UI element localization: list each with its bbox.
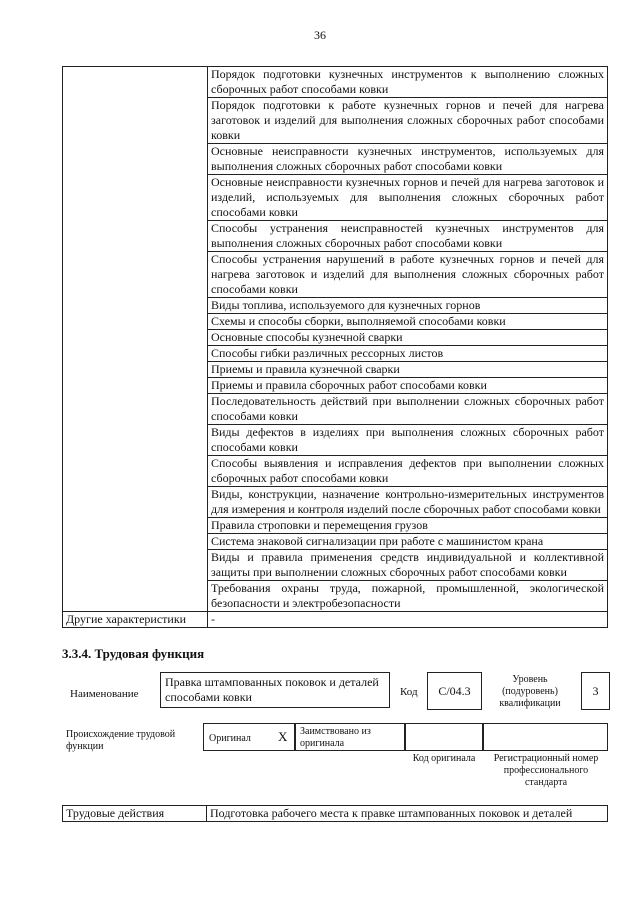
name-label: Наименование	[70, 688, 139, 700]
borrowed-label: Заимствовано из оригинала	[300, 726, 371, 749]
knowledge-item: Приемы и правила кузнечной сварки	[208, 362, 608, 378]
knowledge-item: Правила строповки и перемещения грузов	[208, 518, 608, 534]
level-box	[581, 672, 610, 710]
reg-number-box	[483, 723, 608, 751]
code-caption: Код оригинала	[412, 753, 476, 764]
knowledge-item: Виды, конструкции, назначение контрольно-измерительных инструментов для измерения и контроля изделий после сборочных работ способами ковки	[208, 487, 608, 518]
knowledge-item: Приемы и правила сборочных работ способами ковки	[208, 378, 608, 394]
origin-label: Происхождение трудовой функции	[66, 729, 176, 752]
knowledge-label-cell	[63, 67, 208, 612]
actions-first-value: Подготовка рабочего места к правке штампованных поковок и деталей	[207, 806, 608, 822]
original-mark: X	[278, 729, 288, 744]
knowledge-item: Последовательность действий при выполнении сложных сборочных работ способами ковки	[208, 394, 608, 425]
knowledge-item: Основные неисправности кузнечных инструментов, используемых для выполнения сложных сборочных работ способами ковки	[208, 144, 608, 175]
knowledge-item: Способы устранения неисправностей кузнечных инструментов для выполнения сложных сборочных работ способами ковки	[208, 221, 608, 252]
knowledge-item: Способы выявления и исправления дефектов при выполнении сложных сборочных работ способами ковки	[208, 456, 608, 487]
table-row	[63, 67, 608, 98]
knowledge-item: Способы устранения нарушений в работе кузнечных горнов и печей для нагрева заготовок и изделий для выполнения сложных сборочных работ способами ковки	[208, 252, 608, 298]
knowledge-item: Основные неисправности кузнечных горнов и печей для нагрева заготовок и изделий, используемых для выполнения сложных сборочных работ способами ковки	[208, 175, 608, 221]
code-value: С/04.3	[438, 684, 471, 698]
function-name-box	[160, 672, 390, 708]
knowledge-item: Виды топлива, используемого для кузнечных горнов	[208, 298, 608, 314]
knowledge-item: Виды и правила применения средств индивидуальной и коллективной защиты при выполнении сложных сборочных работ способами ковки	[208, 550, 608, 581]
level-value: 3	[592, 684, 599, 698]
knowledge-item: Требования охраны труда, пожарной, промышленной, экологической безопасности и электробезопасности	[208, 581, 608, 612]
knowledge-item: Способы гибки различных рессорных листов	[208, 346, 608, 362]
section-title: 3.3.4. Трудовая функция	[62, 646, 205, 661]
knowledge-item: Порядок подготовки кузнечных инструментов к выполнению сложных сборочных работ способами ковки	[208, 67, 608, 98]
knowledge-item: Схемы и способы сборки, выполняемой способами ковки	[208, 314, 608, 330]
knowledge-item: Основные способы кузнечной сварки	[208, 330, 608, 346]
level-label: Уровень (подуровень) квалификации	[499, 674, 561, 709]
original-label: Оригинал	[209, 733, 251, 744]
original-box	[203, 723, 295, 751]
code-label: Код	[400, 686, 418, 698]
borrowed-box	[295, 723, 405, 751]
knowledge-item: Система знаковой сигнализации при работе с машинистом крана	[208, 534, 608, 550]
reg-caption: Регистрационный номер профессионального стандарта	[493, 753, 599, 788]
code-box	[427, 672, 482, 710]
knowledge-table	[62, 66, 608, 628]
actions-label: Трудовые действия	[63, 806, 207, 822]
function-name-value: Правка штампованных поковок и деталей способами ковки	[165, 675, 379, 704]
origin-code-box	[405, 723, 483, 751]
table-row	[63, 612, 608, 628]
other-label: Другие характеристики	[63, 612, 208, 628]
other-value: -	[208, 612, 608, 628]
knowledge-item: Порядок подготовки к работе кузнечных горнов и печей для нагрева заготовок и изделий для выполнения сложных сборочных работ способами ковки	[208, 98, 608, 144]
page-number: 36	[314, 28, 326, 42]
actions-table	[62, 805, 608, 822]
knowledge-item: Виды дефектов в изделиях при выполнения сложных сборочных работ способами ковки	[208, 425, 608, 456]
